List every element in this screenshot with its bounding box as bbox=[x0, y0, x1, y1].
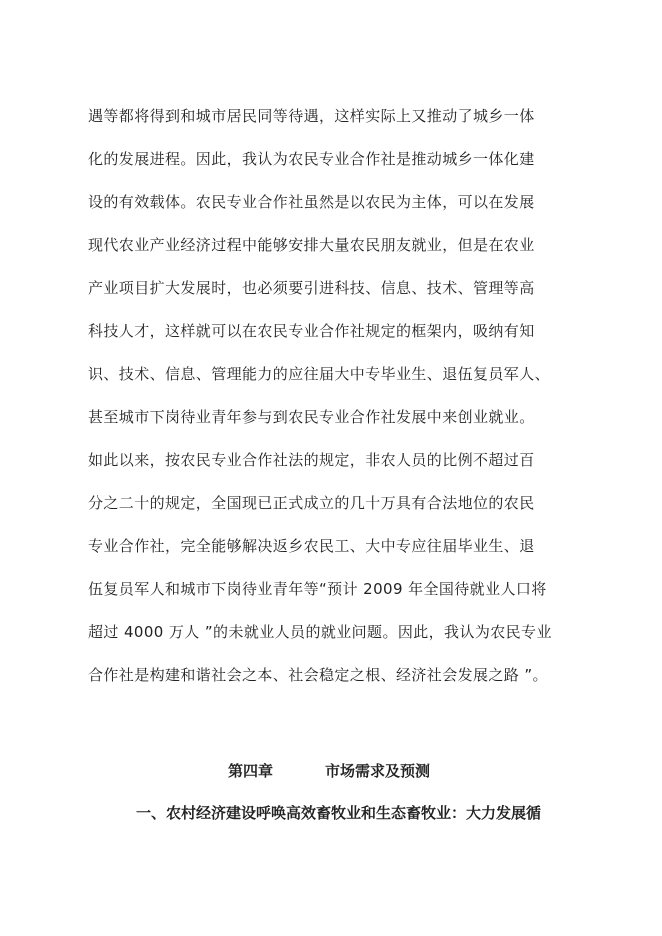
body-line-13: 超过 4000 万人 ”的未就业人员的就业问题。因此，我认为农民专业 bbox=[88, 623, 552, 641]
body-line-1: 遇等都将得到和城市居民同等待遇，这样实际上又推动了城乡一体 bbox=[88, 107, 535, 125]
body-line-6: 科技人才，这样就可以在农民专业合作社规定的框架内，吸纳有知 bbox=[88, 322, 535, 340]
body-line-2: 化的发展进程。因此，我认为农民专业合作社是推动城乡一体化建 bbox=[88, 150, 535, 168]
body-line-4: 现代农业产业经济过程中能够安排大量农民朋友就业，但是在农业 bbox=[88, 236, 535, 254]
body-line-7: 识、技术、信息、管理能力的应往届大中专毕业生、退伍复员军人、 bbox=[88, 365, 551, 383]
body-line-14: 合作社是构建和谐社会之本、社会稳定之根、经济社会发展之路 ”。 bbox=[88, 666, 548, 684]
chapter-number: 第四章 bbox=[228, 762, 274, 780]
body-line-11: 专业合作社，完全能够解决返乡农民工、大中专应往届毕业生、退 bbox=[88, 537, 535, 555]
body-line-12: 伍复员军人和城市下岗待业青年等“预计 2009 年全国待就业人口将 bbox=[88, 580, 547, 598]
body-line-9: 如此以来，按农民专业合作社法的规定，非农人员的比例不超过百 bbox=[88, 451, 535, 469]
section-heading: 一、农村经济建设呼唤高效畜牧业和生态畜牧业：大力发展循 bbox=[136, 804, 542, 822]
body-line-3: 设的有效载体。农民专业合作社虽然是以农民为主体，可以在发展 bbox=[88, 193, 535, 211]
body-line-8: 甚至城市下岗待业青年参与到农民专业合作社发展中来创业就业。 bbox=[88, 408, 535, 426]
body-line-5: 产业项目扩大发展时，也必须要引进科技、信息、技术、管理等高 bbox=[88, 279, 535, 297]
body-line-10: 分之二十的规定，全国现已正式成立的几十万具有合法地位的农民 bbox=[88, 494, 535, 512]
chapter-heading bbox=[228, 761, 430, 781]
chapter-title: 市场需求及预测 bbox=[325, 762, 431, 780]
